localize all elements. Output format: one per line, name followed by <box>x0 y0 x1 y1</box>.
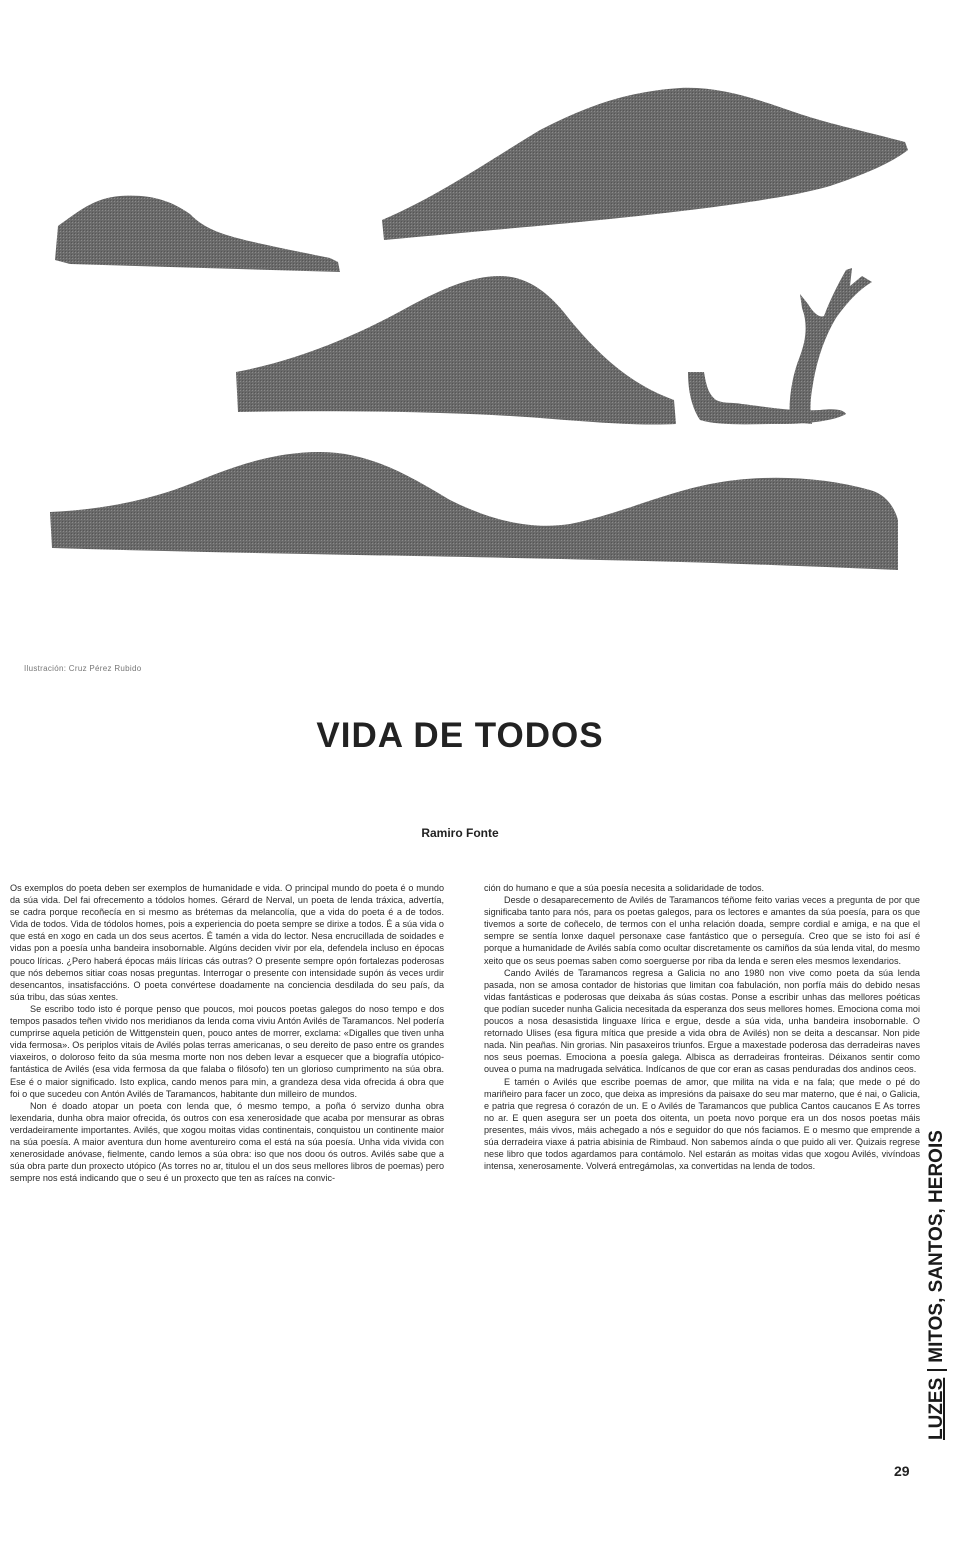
right-text-column <box>484 882 920 1172</box>
paragraph: Cando Avilés de Taramancos regresa a Galicia no ano 1980 non vive como poeta da súa lenda pasada, non se amosa contador de historias que limitan coa fabulación, non porfía máis do debido nesas vidas fantásticas e poderosas que deixaba ás súas costas. Ponse a escribir unhas das mellores poéticas que podían suceder nunha Galicia necesitada da esperanza dos seus mellores homes. Emociona coma moi poucos a nosa desasistida linguaxe lírica e ergue, desde a súa vida, unha bandeira insobornable. O retornado Ulises (esa figura mítica que preside a vida obra de Avilés) non se deita a descansar. Non pide nada. Nin peañas. Nin grorias. Nin pasaxeiros triunfos. Ergue a maxestade poderosa das derradeiras naves nos seus poemas. Emociona a poesía galega. Albisca as derradeiras fronteiras. Déixanos sentir como ouvea o puma na madrugada selvática. Indícanos de que cor eran as casas penduradas dos andinos ceos. <box>484 967 920 1075</box>
foreground-hill-shape <box>50 452 898 570</box>
illustration-credit: Ilustración: Cruz Pérez Rubido <box>24 664 142 673</box>
paragraph: E tamén o Avilés que escribe poemas de amor, que milita na vida e na fala; que mede o pé do mariñeiro para facer un zoco, que deixa as impresións da paisaxe do seu mar materno, que é nai, o Galicia, e patria que regresa ó corazón de un. E o Avilés de Taramancos que publica Cantos caucanos E As torres no ar. E quen asegura ser un poeta dos oitenta, un poeta novo porque era un dos nosos poetas máis presentes, máis vivos, máis achegado a nós e seguidor do que nós faciamos. E o mesmo que emprende a súa derradeira viaxe á patria abisinia de Rimbaud. Non sabemos aínda o que puido ali ver. Quizais regrese nese libro que todos agardamos para contámolo. Nel estarán as moitas vidas que xogou Avilés, vivíndoas intensa, xenerosamente. Volverá entregámolas, xa convertidas na lenda de todos. <box>484 1076 920 1172</box>
large-hill-shape <box>382 88 908 240</box>
paragraph: Se escribo todo isto é porque penso que poucos, moi poucos poetas galegos do noso tempo e dos tempos pasados teñen vivido nos meridianos da lenda coma viviu Antón Avilés de Taramancos. Nel podería cumprirse aquela petición de Wittgenstein quen, pouco antes de morrer, exclama: «Digalles que tiven unha vida fermosa». Os periplos vitais de Avilés polas terras americanas, o seu dereito de paso entre os grandes viaxeiros, o doloroso feito da súa mesma morte non nos deben levar a esquecer que a biografía utópico-fantástica de Avilés (esa vida fermosa da que falaba o filósofo) ten un glorioso cumprimento na súa obra. Ese é o maior significado. Isto explica, cando menos para min, a grandeza desa vida ofrecida á obra que foi o que sucedeu con Antón Avilés de Taramancos, habitante dun milleiro de mundos. <box>10 1003 444 1099</box>
paragraph: Desde o desaparecemento de Avilés de Taramancos téñome feito varias veces a pregunta de por que significaba tanto para nós, para os poetas galegos, para os lectores e amantes da súa poesía, para os que tivemos a sorte de coñecelo, de termos con el unha relación doada, sempre cordial e amiga, e na que el sempre se sentía lonxe daquel personaxe case fantástico que o perseguía. Creo que se isto foi así é porque a humanidade de Avilés sabía como ocultar discretamente os camiños da súa lenda vital, do mesmo xeito que os seus poemas saben como soerguerse por riba da lenda e seren eles mesmos lexendarios. <box>484 895 920 966</box>
landscape-illustration <box>0 0 980 650</box>
paragraph: Os exemplos do poeta deben ser exemplos de humanidade e vida. O principal mundo do poeta é o mundo da súa vida. Del fai ofrecemento a tódolos homes. Gérard de Nerval, un poeta de lenda tráxica, advertía, se cadra porque recoñecía en si mesmo as brétemas da melancolía, que a vida do poeta é a de todos. Vida de todos. Vida de tódolos homes, pois a experiencia do poeta sempre se dirixe a todos. É a súa vida o que está en xogo en cada un dos seus acertos. É tamén a vida do lector. Nesa encrucillada de soidades e vidas pon a poesía unha bandeira insobornable. Algúns deciden vivir por ela, defendela incluso en épocas pouco líricas. ¿Pero haberá épocas máis líricas cás outras? O presente sempre opón fortalezas poderosas que nós debemos sitiar coas nosas preguntas. Interrogar o presente con intensidade supón ás veces urdir desencantos, insatisfaccións. O poeta convértese doadamente na conciencia desdilada do seu país, da súa tribu, das súas xentes. <box>10 883 444 1002</box>
reclining-figure-shape <box>688 372 846 424</box>
page-number: 29 <box>894 1463 910 1479</box>
section-name: MITOS, SANTOS, HEROIS <box>926 1130 947 1363</box>
paragraph: ción do humano e que a súa poesía necesita a solidaridade de todos. <box>484 883 765 893</box>
article-title: VIDA DE TODOS <box>316 716 604 755</box>
middle-hill-shape <box>236 276 676 425</box>
left-text-column <box>10 882 444 1184</box>
section-side-label <box>926 1130 948 1440</box>
paragraph: Non é doado atopar un poeta con lenda que, ó mesmo tempo, a poña ó servizo dunha obra lexendaria, dunha obra maior ofrecida, ós outros con esa xenerosidade que acaba por mensurar as obras verdadeiramente importantes. Avilés, que xogou moitas vidas continentais, conquistou un continente maior na súa poesía. A maior aventura dun home aventureiro coma el está na súa poesía. Unha vida vivida con xenerosidade anóvase, fielmente, cando lemos a súa obra: iso que nos doou ós outros. Avilés sabe que a súa obra parte dun proxecto utópico (As torres no ar, titulou el un dos seus mellores libros de poemas) pero sempre nos está indicando que o seu é un proxecto que ten as raíces na convic- <box>10 1100 444 1184</box>
magazine-name: LUZES <box>926 1377 947 1440</box>
label-divider <box>927 1369 947 1371</box>
tree-trunk-shape <box>789 268 872 424</box>
article-author: Ramiro Fonte <box>421 826 499 840</box>
small-hill-shape <box>55 196 340 272</box>
